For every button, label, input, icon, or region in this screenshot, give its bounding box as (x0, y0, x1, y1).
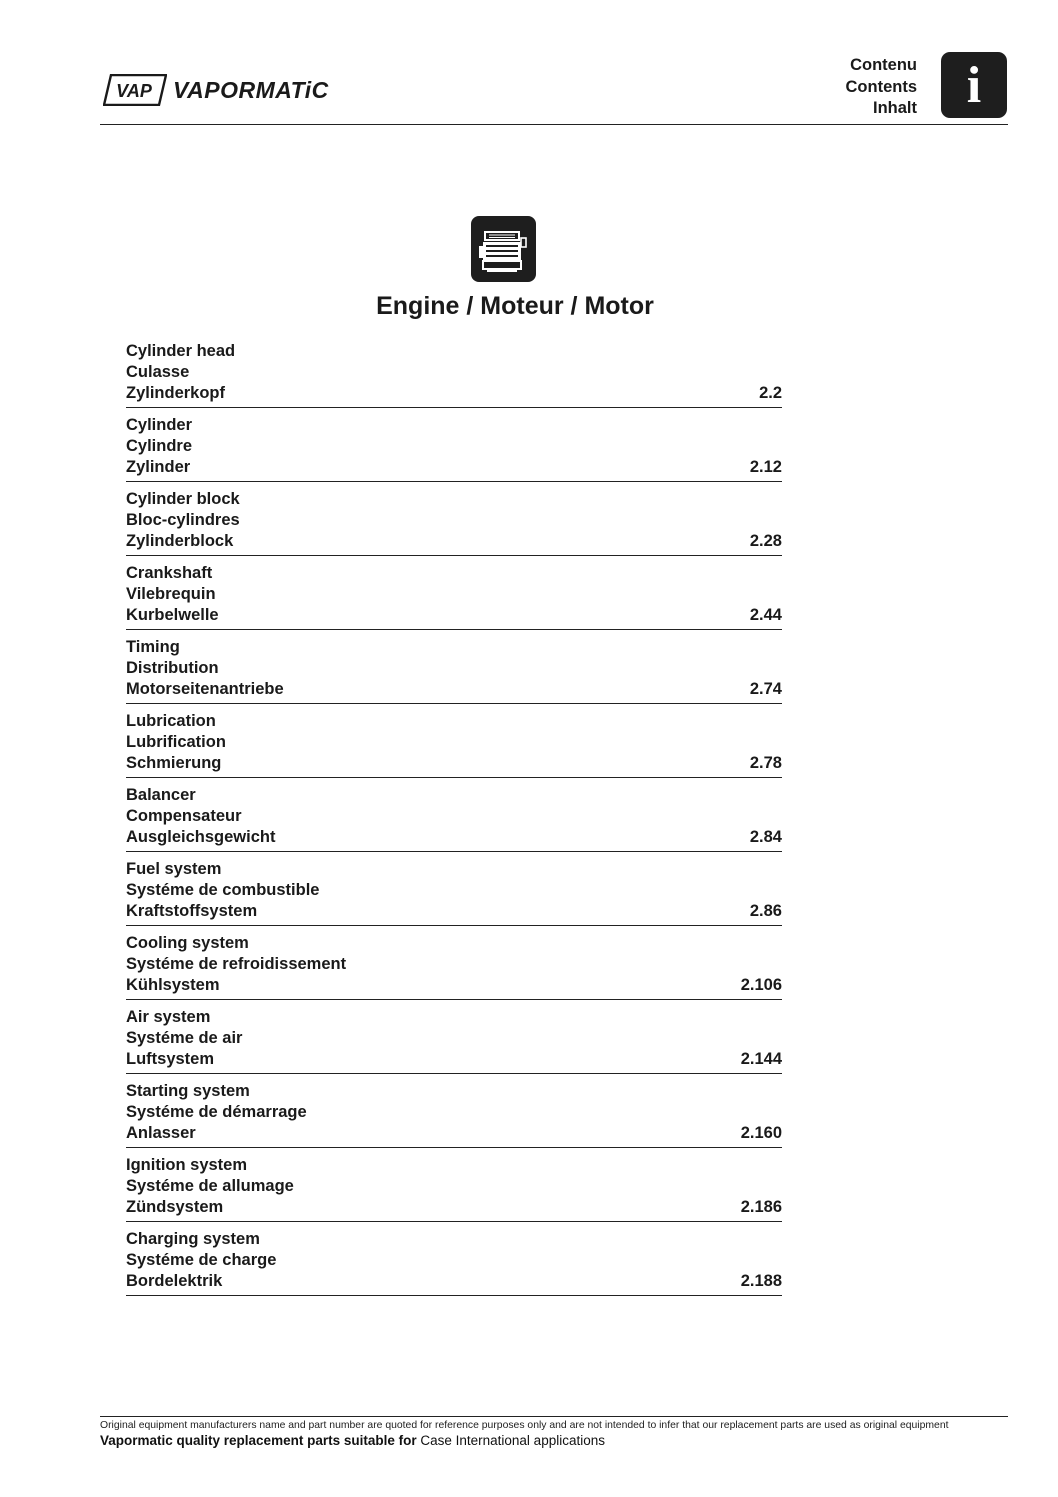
entry-label-de: Kraftstoffsystem (126, 902, 258, 920)
entry-label-en: Cylinder head (126, 342, 236, 360)
entry-label-de: Zündsystem (126, 1198, 224, 1216)
entry-label-fr: Systéme de air (126, 1029, 243, 1047)
svg-text:VAP: VAP (116, 81, 152, 101)
entry-label-fr: Compensateur (126, 807, 242, 825)
entry-label-en: Fuel system (126, 860, 222, 878)
entry-label-en: Timing (126, 638, 180, 656)
engine-icon (471, 216, 536, 282)
label-de: Inhalt (873, 99, 917, 117)
entry-label-de: Zylinderkopf (126, 384, 226, 402)
entry-page-number: 2.160 (740, 1124, 782, 1142)
toc-entry-cooling-system[interactable] (126, 934, 782, 1000)
entry-label-en: Air system (126, 1008, 211, 1026)
info-icon (941, 52, 1007, 118)
entry-label-de: Zylinderblock (126, 532, 234, 550)
toc-entry-charging-system[interactable] (126, 1230, 782, 1296)
entry-label-fr: Cylindre (126, 437, 193, 455)
entry-label-fr: Distribution (126, 659, 219, 677)
section-title: Engine / Moteur / Motor (376, 292, 654, 320)
entry-label-de: Bordelektrik (126, 1272, 223, 1290)
entry-page-number: 2.106 (740, 976, 782, 994)
entry-label-en: Ignition system (126, 1156, 248, 1174)
entry-label-de: Ausgleichsgewicht (126, 828, 276, 846)
toc-entry-ignition-system[interactable] (126, 1156, 782, 1222)
toc-entry-cylinder[interactable] (126, 416, 782, 482)
entry-label-de: Kurbelwelle (126, 606, 219, 624)
entry-label-de: Zylinder (126, 458, 191, 476)
entry-label-fr: Culasse (126, 363, 190, 381)
toc-entry-balancer[interactable] (126, 786, 782, 852)
entry-label-fr: Vilebrequin (126, 585, 216, 603)
entry-label-fr: Systéme de démarrage (126, 1103, 307, 1121)
entry-label-fr: Systéme de charge (126, 1251, 277, 1269)
entry-label-en: Lubrication (126, 712, 216, 730)
entry-page-number: 2.74 (749, 680, 782, 698)
toc-entry-cylinder-block[interactable] (126, 490, 782, 556)
entry-page-number: 2.144 (740, 1050, 782, 1068)
vapormatic-logo (103, 74, 329, 106)
toc-entry-starting-system[interactable] (126, 1082, 782, 1148)
toc-entry-timing[interactable] (126, 638, 782, 704)
entry-label-fr: Systéme de combustible (126, 881, 320, 899)
entry-label-en: Starting system (126, 1082, 250, 1100)
entry-page-number: 2.78 (749, 754, 782, 772)
toc-entry-fuel-system[interactable] (126, 860, 782, 926)
entry-label-de: Kühlsystem (126, 976, 220, 994)
entry-page-number: 2.86 (749, 902, 782, 920)
entry-label-en: Cooling system (126, 934, 249, 952)
label-en: Contents (845, 77, 917, 96)
entry-label-fr: Systéme de allumage (126, 1177, 294, 1195)
table-of-contents (126, 342, 782, 1304)
toc-entry-lubrication[interactable] (126, 712, 782, 778)
entry-page-number: 2.28 (749, 532, 782, 550)
entry-page-number: 2.186 (740, 1198, 782, 1216)
entry-label-en: Cylinder (126, 416, 193, 434)
disclaimer-text: Original equipment manufacturers name and part number are quoted for reference purposes only and are not intended to infer that our replacement parts are used as original equipment (100, 1420, 949, 1431)
entry-label-de: Luftsystem (126, 1050, 215, 1068)
entry-page-number: 2.2 (759, 384, 782, 402)
entry-label-fr: Bloc-cylindres (126, 511, 240, 529)
toc-entry-air-system[interactable] (126, 1008, 782, 1074)
entry-label-en: Charging system (126, 1230, 260, 1248)
label-fr: Contenu (850, 56, 917, 74)
tagline (100, 1433, 1008, 1448)
info-glyph: i (966, 56, 982, 114)
tagline-rest: Case International applications (416, 1433, 605, 1448)
entry-label-de: Motorseitenantriebe (126, 680, 284, 698)
page-header (100, 0, 1008, 125)
entry-label-en: Cylinder block (126, 490, 240, 508)
entry-label-en: Crankshaft (126, 564, 213, 582)
page-footer (100, 1416, 1008, 1448)
toc-entry-cylinder-head[interactable] (126, 342, 782, 408)
brand-name: VAPORMATiC (173, 76, 329, 103)
toc-entry-crankshaft[interactable] (126, 564, 782, 630)
entry-label-en: Balancer (126, 786, 196, 804)
entry-page-number: 2.12 (749, 458, 782, 476)
contents-labels (846, 55, 918, 120)
entry-label-de: Schmierung (126, 754, 222, 772)
entry-label-fr: Systéme de refroidissement (126, 955, 347, 973)
vap-monogram-icon (103, 74, 167, 106)
entry-label-fr: Lubrification (126, 733, 226, 751)
entry-page-number: 2.84 (749, 828, 782, 846)
entry-label-de: Anlasser (126, 1124, 196, 1142)
tagline-bold: Vapormatic quality replacement parts suitable for (100, 1433, 417, 1448)
entry-page-number: 2.44 (749, 606, 782, 624)
entry-page-number: 2.188 (740, 1272, 782, 1290)
